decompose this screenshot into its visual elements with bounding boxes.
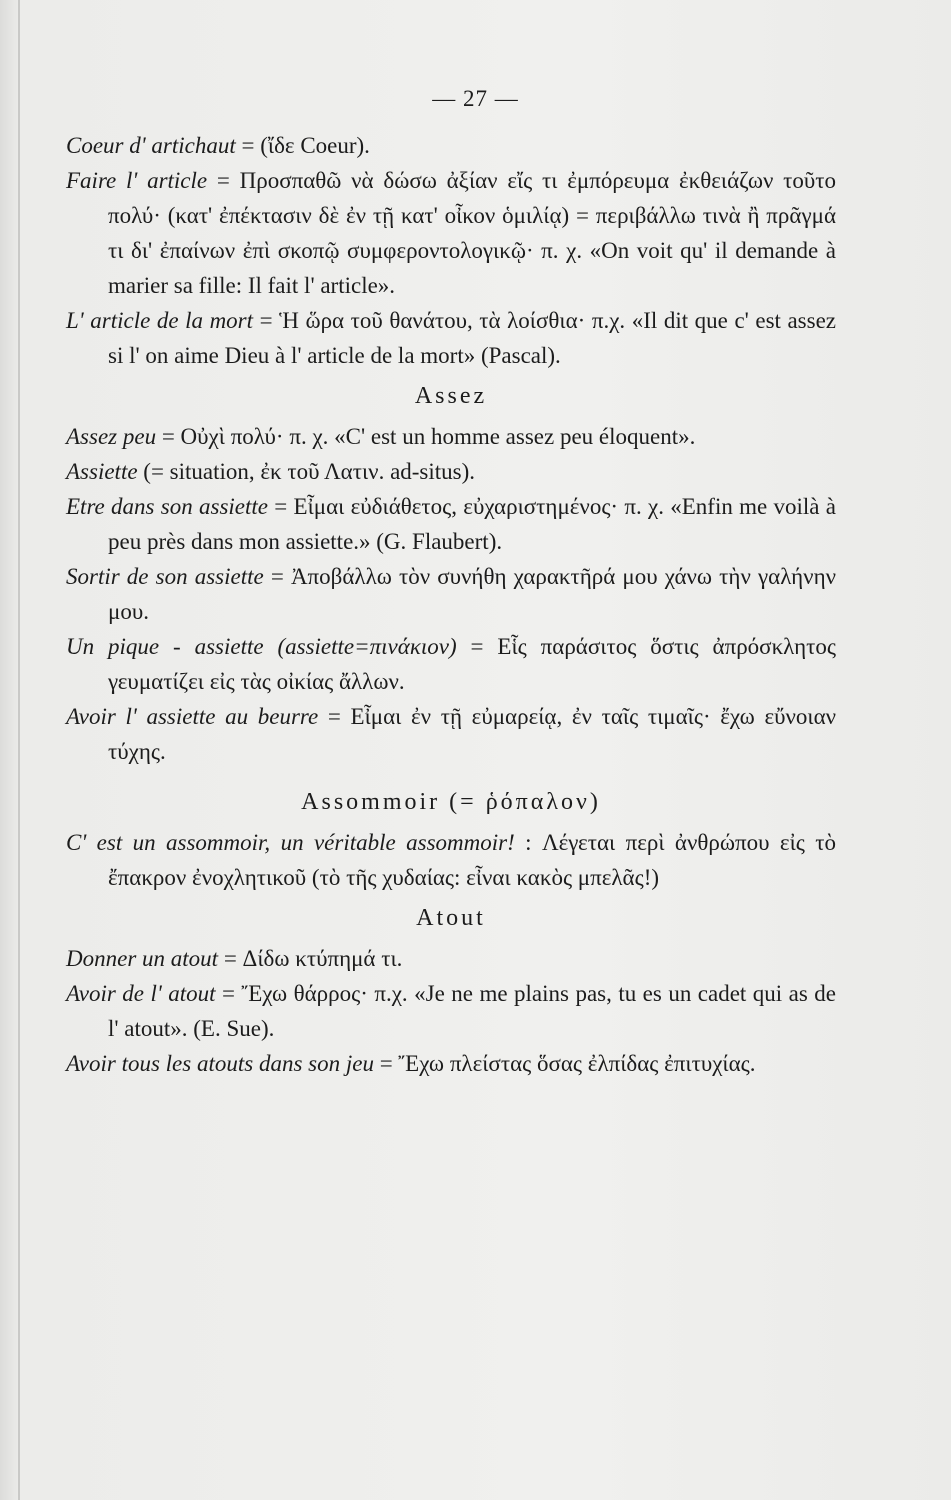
entry-definition: = Εἶμαι ἐν τῇ εὐμαρείᾳ, ἐν ταῖς τιμαῖς· ἔχω εὔνοιαν τύχης.: [108, 704, 837, 764]
entry-definition: = Ἔχω πλείστας ὅσας ἐλπίδας ἐπιτυχίας.: [379, 1051, 756, 1076]
entry-definition: = Εἶμαι εὐδιάθετος, εὐχαριστημένος· π. χ. «Enfin me voilà à peu près dans mon assiette.» (G. Flaubert).: [108, 494, 837, 554]
entry-term: Coeur d' artichaut: [66, 133, 236, 158]
entry-term: Un pique - assiette (assiette=πινάκιον): [66, 634, 457, 659]
entry-definition: : Λέγεται περὶ ἀνθρώπου εἰς τὸ ἔπακρον ἐνοχλητικοῦ (τὸ τῆς χυδαίας: εἶναι κακὸς μπελᾶς!): [108, 830, 837, 890]
entry-definition: = Εἷς παράσιτος ὅστις ἀπρόσκλητος γευματίζει εἰς τὰς οἰκίας ἄλλων.: [108, 634, 836, 694]
entry-term: Avoir l' assiette au beurre: [66, 704, 319, 729]
entry-cest-un-assommoir: [66, 825, 836, 895]
entry-sortir-de-son-assiette: [66, 559, 836, 629]
entry-etre-dans-son-assiette: [66, 489, 836, 559]
page-number: — 27 —: [432, 86, 519, 111]
page-fold-shadow: [18, 0, 20, 1500]
entry-definition: = Ἀποβάλλω τὸν συνήθη χαρακτῆρά μου χάνω τὴν γαλήνην μου.: [108, 564, 836, 624]
entry-term: Etre dans son assiette: [66, 494, 268, 519]
entry-donner-un-atout: [66, 941, 836, 976]
entry-avoir-de-latout: [66, 976, 836, 1046]
entry-term: C' est un assommoir, un véritable assommoir!: [66, 830, 515, 855]
entry-larticle-de-la-mort: [66, 303, 836, 373]
entry-term: Faire l' article: [66, 168, 208, 193]
entry-definition: = Προσπαθῶ νὰ δώσω ἀξίαν εἴς τι ἐμπόρευμα ἐκθειάζων τοῦτο πολύ· (κατ' ἐπέκτασιν δὲ ἐν τῇ κατ' οἶκον ὁμιλίᾳ) = περιβάλλω τινὰ ἢ πρᾶγμά τι δι' ἐπαίνων ἐπὶ σκοπῷ συμφεροντολογικῷ· π. χ. «On voit qu' il demande à marier sa fille: Il fait l' article».: [108, 168, 837, 298]
entry-term: Sortir de son assiette: [66, 564, 264, 589]
entry-avoir-tous-les-atouts: [66, 1046, 836, 1081]
entry-term: Avoir de l' atout: [66, 981, 216, 1006]
entry-definition: = Οὐχὶ πολύ· π. χ. «C' est un homme assez peu éloquent».: [161, 424, 696, 449]
entry-assiette: [66, 454, 836, 489]
entry-definition: = Δίδω κτύπημά τι.: [223, 946, 403, 971]
section-heading-assez: Assez: [414, 383, 488, 409]
entry-term: Donner un atout: [66, 946, 219, 971]
section-heading-atout: Atout: [416, 905, 486, 931]
entry-definition: = Ἡ ὥρα τοῦ θανάτου, τὰ λοίσθια· π.χ. «Il dit que c' est assez si l' on aime Dieu à l' article de la mort» (Pascal).: [108, 308, 836, 368]
entry-assiette-au-beurre: [66, 699, 836, 769]
entry-definition: (= situation, ἐκ τοῦ Λατιν. ad-situs).: [143, 459, 476, 484]
entry-definition: = Ἔχω θάρρος· π.χ. «Je ne me plains pas, tu es un cadet qui as de l' atout». (E. Sue).: [108, 981, 836, 1041]
entry-term: Assiette: [66, 459, 138, 484]
entry-pique-assiette: [66, 629, 836, 699]
entry-faire-larticle: [66, 163, 836, 303]
section-heading-assommoir: Assommoir (= ῥόπαλον): [301, 789, 601, 815]
entry-term: Avoir tous les atouts dans son jeu: [66, 1051, 374, 1076]
entry-coeur-dartichaut: [66, 128, 836, 163]
entry-term: Assez peu: [66, 424, 157, 449]
page-text: [66, 128, 836, 1081]
entry-definition: = (ἴδε Coeur).: [241, 133, 370, 158]
entry-assez-peu: [66, 419, 836, 454]
entry-term: L' article de la mort: [66, 308, 254, 333]
